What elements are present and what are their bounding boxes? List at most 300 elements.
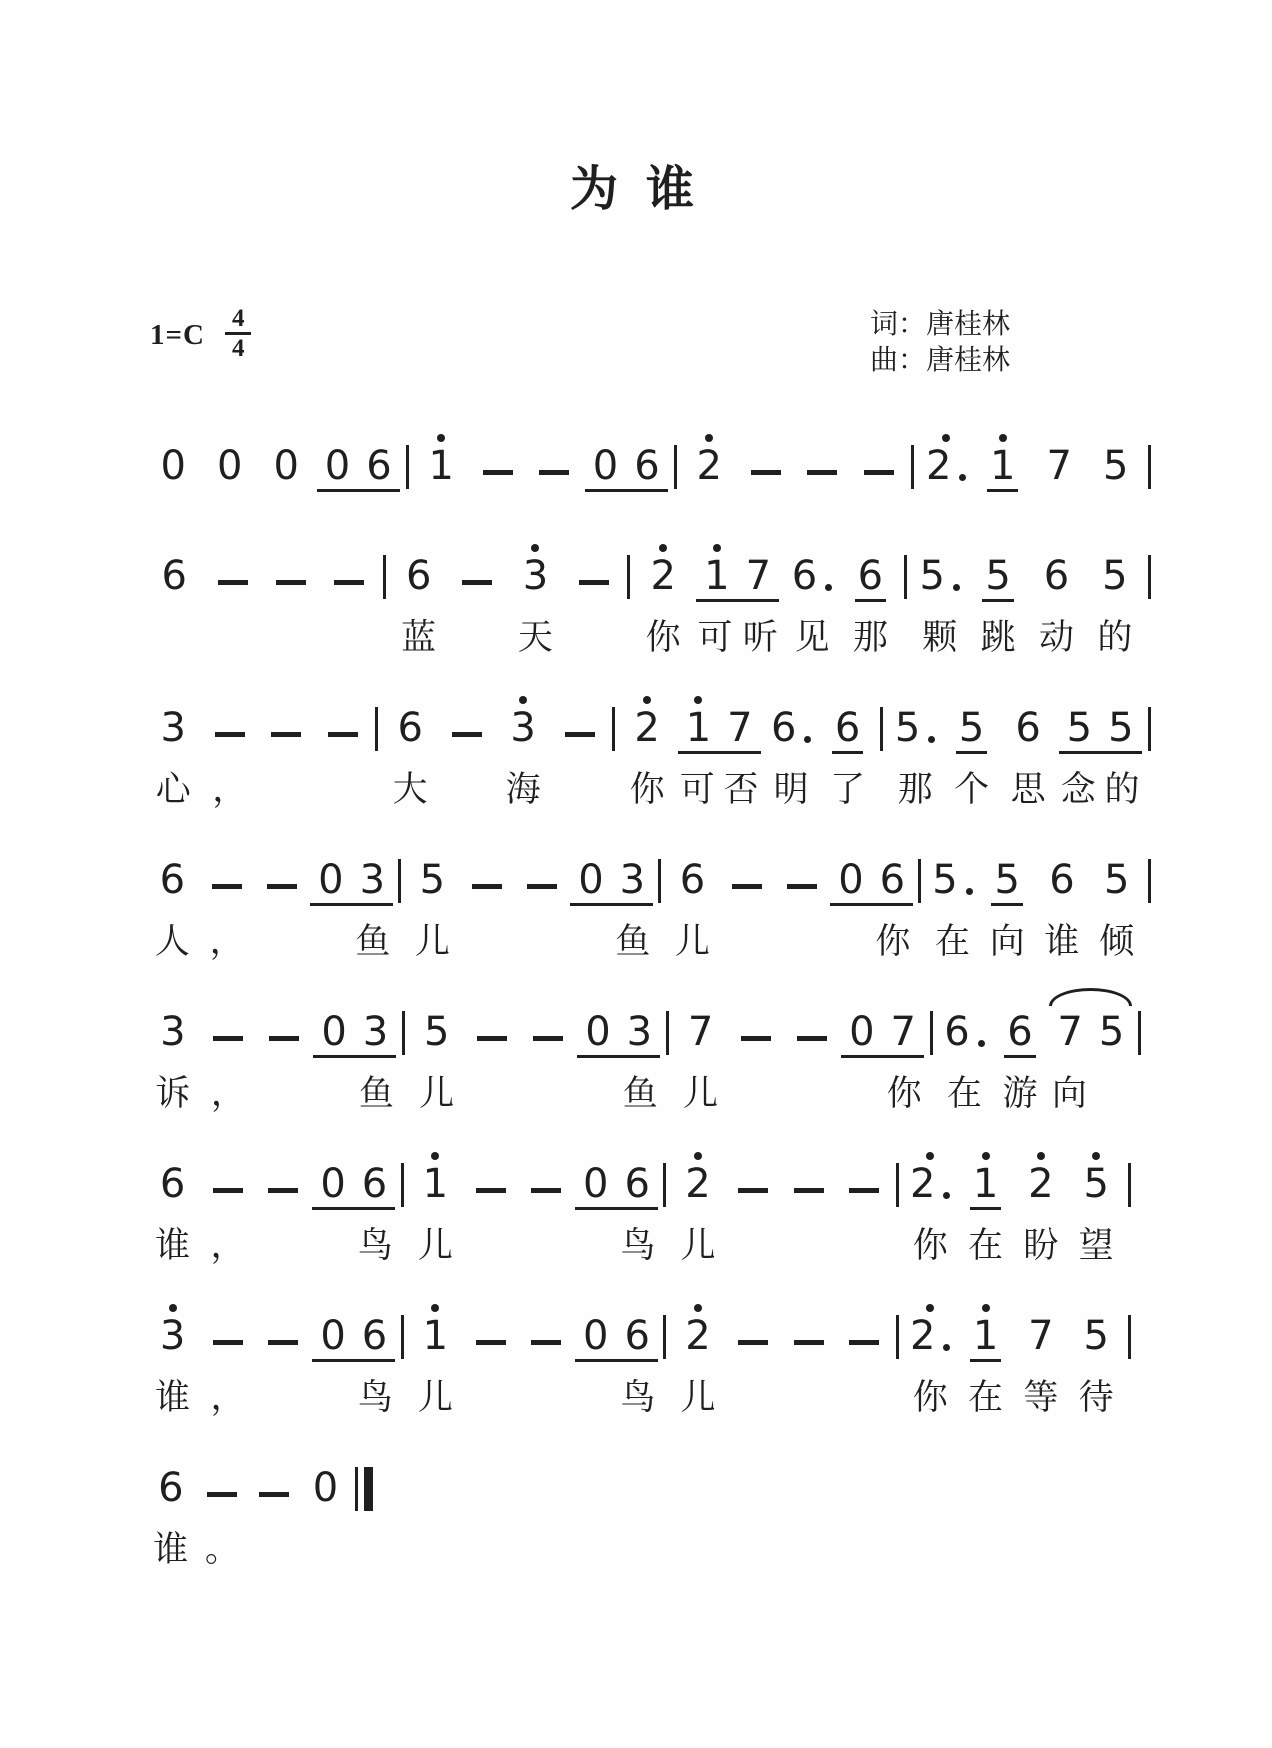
note [1064, 705, 1095, 752]
barline [663, 1300, 666, 1420]
duration-dash [726, 1300, 781, 1420]
beamed-group [313, 1009, 396, 1058]
note-digit: 1 [704, 553, 730, 600]
note [743, 553, 774, 600]
note [360, 1009, 391, 1056]
note-token [681, 430, 737, 492]
dash-line [476, 1340, 506, 1345]
note-digit: 6 [1007, 1009, 1033, 1056]
duration-dash [256, 1148, 311, 1268]
duration-dash [781, 1148, 836, 1268]
lyric: 谁 [1044, 922, 1080, 962]
credits [870, 307, 1010, 380]
lyric-slot [1069, 1362, 1124, 1420]
note-token [1069, 1148, 1124, 1268]
note-token [1069, 1300, 1124, 1420]
dash-line [794, 1188, 824, 1193]
note-digit: 2 [685, 1312, 711, 1359]
lyric: 念 [1060, 770, 1096, 810]
note-token [1086, 540, 1144, 660]
dash-line [269, 1036, 299, 1041]
note-token [145, 1452, 197, 1572]
beamed-group [317, 443, 400, 492]
dash-line [215, 732, 245, 737]
barline [663, 1148, 666, 1268]
note-token [903, 1148, 958, 1268]
lyric: 儿 [414, 922, 450, 962]
note [420, 1160, 451, 1210]
duration-dash [781, 1300, 836, 1420]
barline [612, 692, 615, 812]
lyric-slot [675, 754, 763, 812]
note-digit: 5 [958, 705, 985, 752]
note-token [974, 430, 1030, 492]
note-digit: 0 [324, 443, 351, 490]
note-digit: 6 [634, 443, 660, 490]
dash-line [531, 1188, 561, 1193]
lyric-slot [145, 1514, 197, 1572]
lyric-slot [201, 1058, 257, 1116]
duration-dash [526, 430, 582, 492]
note-digit: 3 [626, 1009, 653, 1056]
note-group [675, 692, 763, 812]
note-token [1031, 430, 1087, 492]
note-digit: 3 [362, 1009, 389, 1056]
lyric-slot [145, 602, 203, 660]
note-digit: 1 [422, 1160, 449, 1207]
lyric-slot [256, 1362, 311, 1420]
music-line [145, 430, 1155, 492]
dash-line [476, 1188, 506, 1193]
duration-dash [551, 692, 607, 812]
barline [918, 844, 921, 964]
note-token [634, 540, 692, 660]
lyric-slot [726, 1210, 781, 1268]
note [157, 1008, 188, 1058]
note-digit: 6 [405, 552, 432, 599]
lyric-slot [665, 906, 720, 964]
duration-dash [197, 1452, 249, 1572]
beamed-group [841, 1009, 924, 1058]
song-title: 为 谁 [569, 163, 702, 216]
note [421, 1008, 452, 1058]
note-digit: 7 [745, 553, 772, 600]
dash-line [738, 1340, 768, 1345]
lyric-slot [200, 906, 255, 964]
note [677, 856, 708, 906]
lyric-slot [1089, 906, 1144, 964]
duration-dash [470, 430, 526, 492]
note-digit: 5 [1102, 442, 1129, 489]
note-digit: 1 [972, 1161, 999, 1208]
octave-dot [999, 434, 1007, 442]
note-digit: 6 [624, 1313, 650, 1360]
rest-note [317, 1161, 348, 1208]
note-token [887, 692, 943, 812]
key-label: 1=C [150, 319, 205, 351]
lyric-slot [836, 1362, 891, 1420]
lyric-slot [969, 602, 1027, 660]
barline [674, 430, 677, 492]
note-digit: 2 [925, 442, 952, 489]
lyric-slot [460, 906, 515, 964]
note-digit: 1 [685, 705, 712, 752]
lyric: 向 [1051, 1074, 1087, 1114]
lyric: 听 [742, 618, 778, 658]
note-digit: 6 [679, 856, 706, 903]
time-signature-numerator: 4 [231, 305, 245, 332]
note-group [839, 996, 925, 1116]
note-digit: 6 [624, 1161, 650, 1208]
note-digit: 7 [687, 1008, 714, 1055]
note-token [980, 844, 1035, 964]
note-token [673, 996, 729, 1116]
lyric: 个 [954, 770, 990, 810]
dash-line [213, 1340, 243, 1345]
note-digit: 0 [583, 1313, 609, 1360]
lyric-slot [145, 1058, 201, 1116]
duration-dash [256, 996, 312, 1116]
note-digit: 0 [321, 1009, 347, 1056]
note-token [405, 844, 460, 964]
lyric-slot [300, 1514, 352, 1572]
note [970, 1161, 1001, 1210]
augmentation-dot [966, 888, 973, 895]
duration-dash [438, 692, 494, 812]
lyric: 的 [1097, 618, 1133, 658]
note-digit: 0 [849, 1009, 875, 1056]
note-group [569, 844, 654, 964]
lyric-slot [1048, 1058, 1134, 1116]
duration-dash [200, 1300, 255, 1420]
note [155, 1464, 186, 1514]
lyric: 在 [934, 922, 970, 962]
lyric-slot [1035, 906, 1090, 964]
dash-line [531, 1340, 561, 1345]
note [892, 704, 938, 754]
note-digit: 6 [161, 552, 187, 599]
note-token [958, 1148, 1013, 1268]
barline [627, 540, 630, 660]
augmentation-dot [804, 736, 811, 743]
dash-line [334, 580, 364, 585]
note-digit: 6 [159, 856, 186, 903]
lyric: 鸟 [357, 1378, 393, 1418]
note-token [1027, 540, 1085, 660]
barline [401, 1148, 404, 1268]
lyric-slot [829, 906, 914, 964]
music-line [145, 1148, 1135, 1268]
lyric-slot [720, 906, 775, 964]
note-digit: 5 [994, 857, 1020, 904]
music-line [145, 692, 1155, 812]
note-token [783, 540, 841, 660]
lyric-slot [448, 602, 506, 660]
note-token [903, 1300, 958, 1420]
rest-note [582, 1009, 613, 1056]
rest-note [317, 1313, 348, 1360]
note [1025, 1160, 1056, 1210]
lyric-slot [254, 906, 309, 964]
note-token [1035, 844, 1090, 964]
lyric: 。 [204, 1530, 240, 1570]
lyric-slot [145, 1362, 200, 1420]
barline [896, 1300, 899, 1420]
note-digit: 3 [510, 704, 536, 751]
duration-dash [314, 692, 370, 812]
barline [406, 430, 409, 492]
lyric-slot [1069, 1210, 1124, 1268]
lyric: 了 [830, 770, 866, 810]
note-token [201, 430, 257, 492]
music-line [145, 540, 1155, 660]
octave-dot [705, 434, 713, 442]
dash-line [849, 1188, 879, 1193]
lyric-slot [495, 754, 551, 812]
lyric: 明 [773, 770, 809, 810]
barline [1138, 996, 1141, 1116]
rest-note [580, 1313, 611, 1360]
note [1046, 856, 1077, 906]
key-signature [150, 307, 251, 364]
note-digit: 0 [217, 442, 243, 489]
note [982, 553, 1013, 602]
dash-line [864, 470, 894, 475]
note [417, 856, 448, 906]
note-group [574, 1148, 660, 1268]
dash-line [787, 884, 817, 889]
lyric-slot [634, 602, 692, 660]
note-token [911, 540, 969, 660]
note-group [1048, 996, 1134, 1116]
note-digit: 2 [910, 1312, 936, 1359]
note-token [409, 996, 465, 1116]
note-token [969, 540, 1027, 660]
barline [930, 996, 933, 1116]
score-header [0, 307, 1272, 380]
octave-dot [982, 1304, 990, 1312]
duration-dash [320, 540, 378, 660]
octave-dot [643, 696, 651, 704]
lyric: 在 [968, 1226, 1004, 1266]
lyric-slot [784, 1058, 840, 1116]
note-digit: 2 [650, 552, 676, 599]
lyric: 谁 [153, 1530, 189, 1570]
note [426, 442, 457, 492]
beamed-group [570, 857, 653, 906]
note-token [763, 692, 819, 812]
lyric-slot [925, 906, 980, 964]
lyric-slot [574, 1362, 660, 1420]
lyric: 谁 [155, 1226, 191, 1266]
note-group [574, 1300, 660, 1420]
lyric: 否 [723, 770, 759, 810]
octave-dot [431, 1152, 439, 1160]
lyric: 儿 [683, 1074, 719, 1114]
time-signature-denominator: 4 [225, 332, 252, 362]
lyric: 跳 [980, 618, 1016, 658]
rest-note [315, 857, 346, 904]
octave-dot [982, 1152, 990, 1160]
note [923, 442, 969, 492]
lyric-slot [980, 906, 1035, 964]
note [507, 704, 538, 754]
note-token [918, 430, 974, 492]
lyric-slot [565, 602, 623, 660]
note [929, 856, 975, 906]
note-token [819, 692, 875, 812]
note [907, 1160, 953, 1210]
note-group [312, 996, 398, 1116]
note [907, 1312, 953, 1362]
note-token [495, 692, 551, 812]
note-digit: 0 [838, 857, 864, 904]
note-token [258, 430, 314, 492]
lyric: 天 [517, 618, 553, 658]
duration-dash [836, 1300, 891, 1420]
barline [1148, 844, 1151, 964]
lyric-slot [1056, 754, 1144, 812]
note [157, 856, 188, 906]
duration-dash [784, 996, 840, 1116]
music-line [145, 996, 1145, 1116]
lyric-slot [670, 1210, 725, 1268]
composer-credit: 曲：唐桂林 [869, 345, 1010, 377]
note [1100, 442, 1131, 492]
augmentation-dot [825, 584, 832, 591]
lyric-slot [320, 602, 378, 660]
note-digit: 6 [1049, 856, 1075, 903]
barline [666, 996, 669, 1116]
lyric: ， [210, 1378, 246, 1418]
lyric-slot [256, 1210, 311, 1268]
note-digit: 6 [366, 443, 392, 490]
lyric-slot [551, 754, 607, 812]
dash-line [267, 884, 297, 889]
duration-dash [256, 1300, 311, 1420]
dash-line [794, 1340, 824, 1345]
note-digit: 3 [160, 1008, 186, 1055]
lyric-slot [390, 602, 448, 660]
note-digit: 6 [770, 704, 797, 751]
dash-line [579, 580, 609, 585]
note-token [413, 430, 469, 492]
augmentation-dot [978, 1040, 985, 1047]
note-digit: 3 [159, 1312, 186, 1359]
octave-dot [519, 696, 527, 704]
dash-line [565, 732, 595, 737]
augmentation-dot [928, 736, 935, 743]
octave-dot [431, 1304, 439, 1312]
lyric: 待 [1078, 1378, 1114, 1418]
lyric-slot [781, 1362, 836, 1420]
lyric-slot [256, 1058, 312, 1116]
note-group [582, 430, 670, 492]
dash-line [259, 1492, 289, 1497]
lyric-slot [670, 1362, 725, 1420]
lyric: 你 [912, 1378, 948, 1418]
dash-line [732, 884, 762, 889]
lyric-slot [248, 1514, 300, 1572]
octave-dot [694, 1304, 702, 1312]
octave-dot [169, 1304, 177, 1312]
lyric-slot [903, 1362, 958, 1420]
barline [402, 996, 405, 1116]
dash-line [807, 470, 837, 475]
barline [658, 844, 661, 964]
lyric-slot [506, 602, 564, 660]
note [157, 1312, 188, 1362]
note-digit: 0 [320, 1313, 346, 1360]
lyric-slot [992, 1058, 1048, 1116]
note [359, 1161, 390, 1208]
note-group [309, 844, 394, 964]
note-digit: 6 [1043, 552, 1070, 599]
barline [1128, 1148, 1131, 1268]
lyric-slot [775, 906, 830, 964]
barline [398, 844, 401, 964]
note [1004, 1009, 1035, 1058]
lyric-slot [911, 602, 969, 660]
duration-dash [738, 430, 794, 492]
note [1096, 1008, 1127, 1058]
note [1041, 552, 1072, 602]
note-digit: 2 [685, 1160, 711, 1207]
note-digit: 0 [312, 1464, 339, 1511]
lyric: 等 [1023, 1378, 1059, 1418]
lyric-slot [520, 1058, 576, 1116]
note-token [943, 692, 999, 812]
lyric-slot [200, 1210, 255, 1268]
duration-dash [464, 996, 520, 1116]
note-digit: 0 [585, 1009, 611, 1056]
dash-line [477, 1036, 507, 1041]
note-group [576, 996, 662, 1116]
octave-dot [437, 434, 445, 442]
lyric: 儿 [419, 1074, 455, 1114]
lyric: 盼 [1023, 1226, 1059, 1266]
lyric-slot [262, 602, 320, 660]
duration-dash [520, 996, 576, 1116]
note [617, 857, 648, 904]
note-token [1087, 430, 1143, 492]
lyric-slot [839, 1058, 925, 1116]
lyric-slot [518, 1210, 573, 1268]
lyric-slot [314, 754, 370, 812]
lyric: 谁 [155, 1378, 191, 1418]
note [420, 1312, 451, 1362]
note [403, 552, 434, 602]
dash-line [797, 1036, 827, 1041]
duration-dash [728, 996, 784, 1116]
duration-dash [518, 1300, 573, 1420]
note-digit: 5 [1102, 552, 1128, 599]
lyric-slot [937, 1058, 993, 1116]
note-token [408, 1300, 463, 1420]
note-digit: 5 [1108, 705, 1134, 752]
music-line [145, 1300, 1135, 1420]
note-digit: 6 [857, 553, 884, 600]
barline [375, 692, 378, 812]
octave-dot [926, 1152, 934, 1160]
note-token [506, 540, 564, 660]
octave-dot [694, 696, 702, 704]
duration-dash [463, 1300, 518, 1420]
note-token [145, 540, 203, 660]
dash-line [849, 1340, 879, 1345]
duration-dash [720, 844, 775, 964]
final-barline [355, 1452, 373, 1572]
